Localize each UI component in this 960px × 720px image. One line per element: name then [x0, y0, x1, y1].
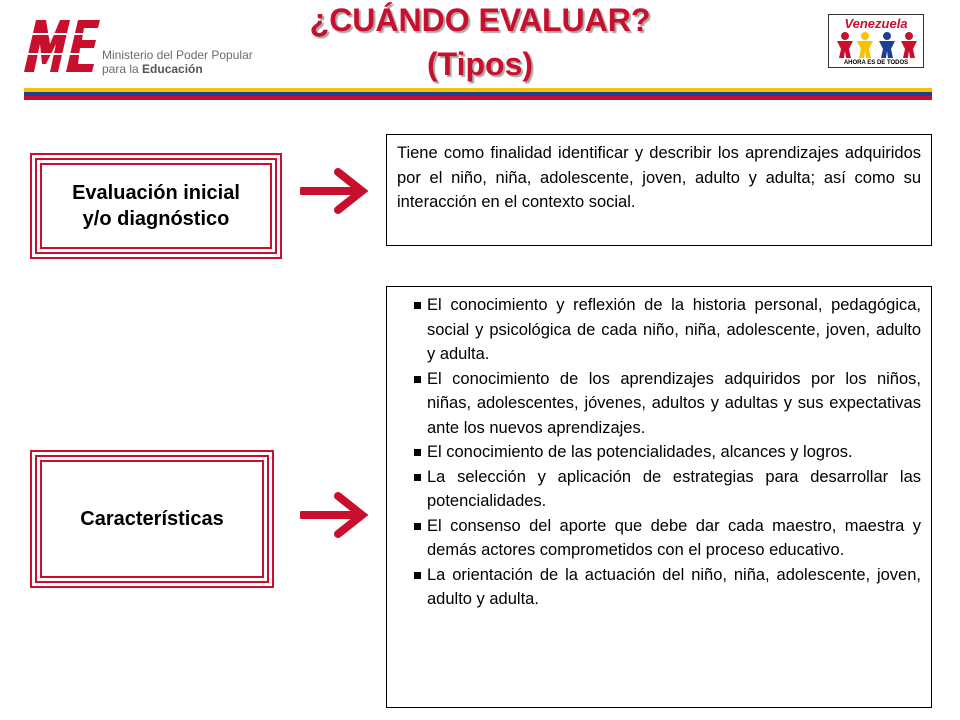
venezuela-logo-icon [835, 31, 919, 59]
page-title: ¿CUÁNDO EVALUAR? [309, 2, 651, 38]
square-bullet-icon [414, 376, 421, 383]
square-bullet-icon [414, 474, 421, 481]
ministry-logo-line1: Ministerio del Poder Popular [102, 48, 253, 62]
arrow-right-icon [300, 168, 368, 214]
initial-evaluation-box [30, 153, 282, 259]
stripe-red [24, 96, 932, 100]
characteristics-box [30, 450, 274, 588]
square-bullet-icon [414, 572, 421, 579]
initial-evaluation-label-line1: Evaluación inicial [72, 182, 240, 204]
list-item: El conocimiento de las potencialidades, alcances y logros. [427, 440, 921, 465]
characteristics-label: Características [80, 508, 224, 530]
list-item: El conocimiento de los aprendizajes adquiridos por los niños, niñas, adolescentes, jóvenes, adultos y adultas y sus expectativas ante los nuevos aprendizajes. [427, 367, 921, 441]
page-subtitle: (Tipos) [426, 46, 534, 82]
square-bullet-icon [414, 302, 421, 309]
flag-stripes [24, 88, 932, 100]
venezuela-logo [828, 14, 924, 68]
square-bullet-icon [414, 523, 421, 530]
list-item: La selección y aplicación de estrategias para desarrollar las potencialidades. [427, 465, 921, 514]
characteristics-list-box [386, 286, 932, 708]
list-item: El consenso del aporte que debe dar cada maestro, maestra y demás actores comprometidos con el proceso educativo. [427, 514, 921, 563]
arrow-right-icon [300, 492, 368, 538]
venezuela-logo-subtitle: AHORA ES DE TODOS [843, 60, 909, 66]
ministry-logo-line2-bold: Educación [142, 62, 203, 76]
characteristics-list [427, 293, 921, 612]
square-bullet-icon [414, 449, 421, 456]
initial-evaluation-label-line2: y/o diagnóstico [82, 208, 230, 230]
venezuela-logo-title: Venezuela [844, 16, 908, 31]
initial-evaluation-description: Tiene como finalidad identificar y describir los aprendizajes adquiridos por el niño, niña, adolescente, joven, adulto y adulta; así como su interacción en el contexto social. [386, 134, 932, 246]
list-item: La orientación de la actuación del niño, niña, adolescente, joven, adulto y adulta. [427, 563, 921, 612]
ministry-logo-line2-prefix: para la [102, 62, 143, 76]
list-item: El conocimiento y reflexión de la historia personal, pedagógica, social y psicológica de cada niño, niña, adolescente, joven, adulto y adulta. [427, 293, 921, 367]
